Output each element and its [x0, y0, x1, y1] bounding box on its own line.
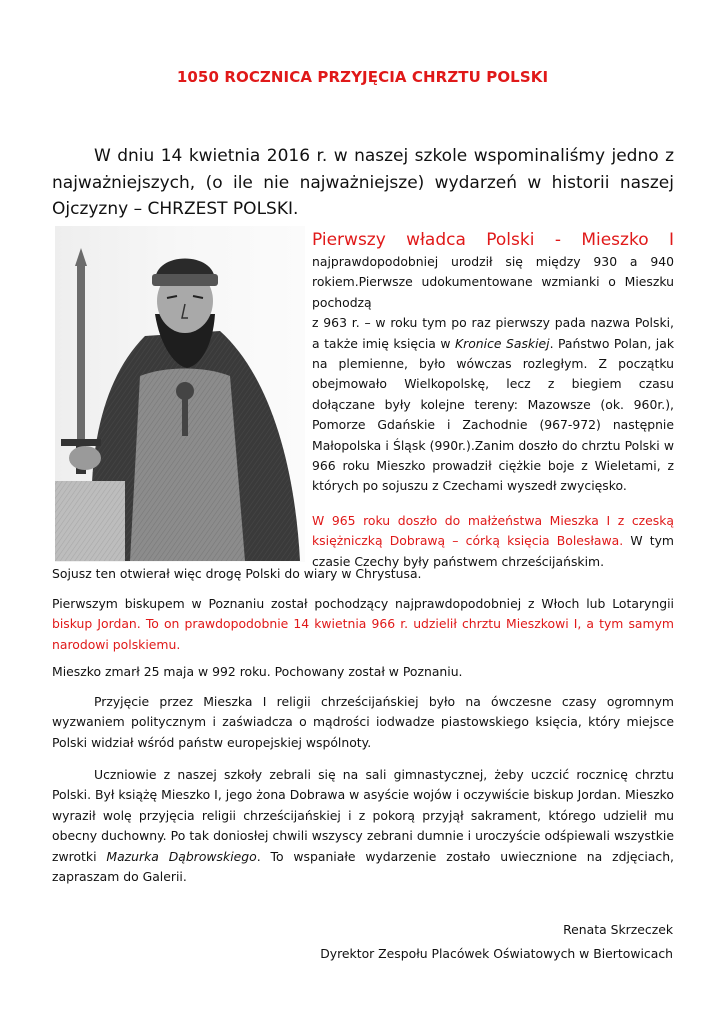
section-heading: Pierwszy władca Polski - Mieszko I — [312, 230, 674, 250]
document-title: 1050 ROCZNICA PRZYJĘCIA CHRZTU POLSKI — [176, 68, 549, 86]
kronika-saska-title: Kronice Saskiej — [454, 335, 550, 351]
section-paragraph-1 — [312, 252, 674, 497]
marriage-text: W 965 roku doszło do małżeństwa Mieszka I z czeską księżniczką Dobrawą – córką księcia Bolesława. — [312, 512, 674, 549]
bishop-paragraph — [52, 594, 674, 655]
acceptance-paragraph: Przyjęcie przez Mieszka I religii chrześcijańskiej było na ówczesne czasy ogromnym wyzwaniem politycznym i zaświadcza o mądrości iodwadze piastowskiego księcia, który miejsce Polski widział wśród państw europejskiej wspólnoty. — [52, 694, 674, 750]
section-paragraph-1a: najprawdopodobniej urodził się między 930 a 940 rokiem.Pierwsze udokumentowane wzmianki o Mieszku pochodzą — [312, 254, 674, 310]
right-column — [312, 228, 674, 572]
alliance-line: Sojusz ten otwierał więc drogę Polski do wiary w Chrystusa. — [52, 566, 422, 581]
mieszko-portrait-icon — [55, 226, 305, 562]
signature-name: Renata Skrzeczek — [563, 922, 673, 937]
section-paragraph-1b: z 963 r. – w roku tym po raz pierwszy pada nazwa Polski, a także imię księcia w — [312, 315, 674, 351]
intro-paragraph: W dniu 14 kwietnia 2016 r. w naszej szkole wspominaliśmy jedno z najważniejszych, (o ile nie najważniejsze) wydarzeń w historii naszej Ojczyzny – CHRZEST POLSKI. — [52, 146, 674, 219]
section-paragraph-2 — [312, 511, 674, 572]
students-paragraph — [52, 765, 674, 887]
death-paragraph: Mieszko zmarł 25 maja w 992 roku. Pochowany został w Poznaniu. — [52, 664, 463, 679]
students-text-b: . To wspaniałe wydarzenie zostało uwiecznione na zdjęciach, zapraszam do Galerii. — [52, 848, 674, 885]
section-paragraph-1c: . Państwo Polan, jak na plemienne, było wówczas rozległym. Z początku obejmowało Wielkopolskę, lecz z biegiem czasu dołączane były kolejne tereny: Mazowsze (ok. 960r.), Pomorze Gdańskie i Zachodnie (967-972) następnie Małopolska i Śląsk (990r.).Zanim doszło do chrztu Polski w 966 roku Mieszko prowadził ciężkie boje z Wieletami, z których po sojuszu z Czechami wyszedł zwycięsko. — [312, 335, 674, 494]
bishop-text: Pierwszym biskupem w Poznaniu został pochodzący najprawdopodobniej z Włoch lub Lotaryngii — [52, 596, 674, 611]
baptism-text: biskup Jordan. To on prawdopodobnie 14 kwietnia 966 r. udzielił chrztu Mieszkowi I, a tym samym narodowi polskiemu. — [52, 616, 674, 652]
students-text-a: Uczniowie z naszej szkoły zebrali się na sali gimnastycznej, żeby uczcić rocznicę chrztu Polski. Był książę Mieszko I, jego żona Dobrawa w asyście wojów i oczywiście biskup Jordan. Mieszko wyraził wolę przyjęcia religii chrześcijańskiej i z pokorą przyjął sakrament, którego udzielił mu obecny duchowny. Po tak doniosłej chwili wszyscy zebrani dumnie i uroczyście odśpiewali wszystkie zwrotki — [52, 767, 674, 864]
signature-role: Dyrektor Zespołu Placówek Oświatowych w Biertowicach — [320, 946, 673, 961]
czech-christian-text: W tym czasie Czechy były państwem chrześcijańskim. — [312, 533, 675, 569]
anthem-title: Mazurka Dąbrowskiego — [106, 848, 257, 864]
